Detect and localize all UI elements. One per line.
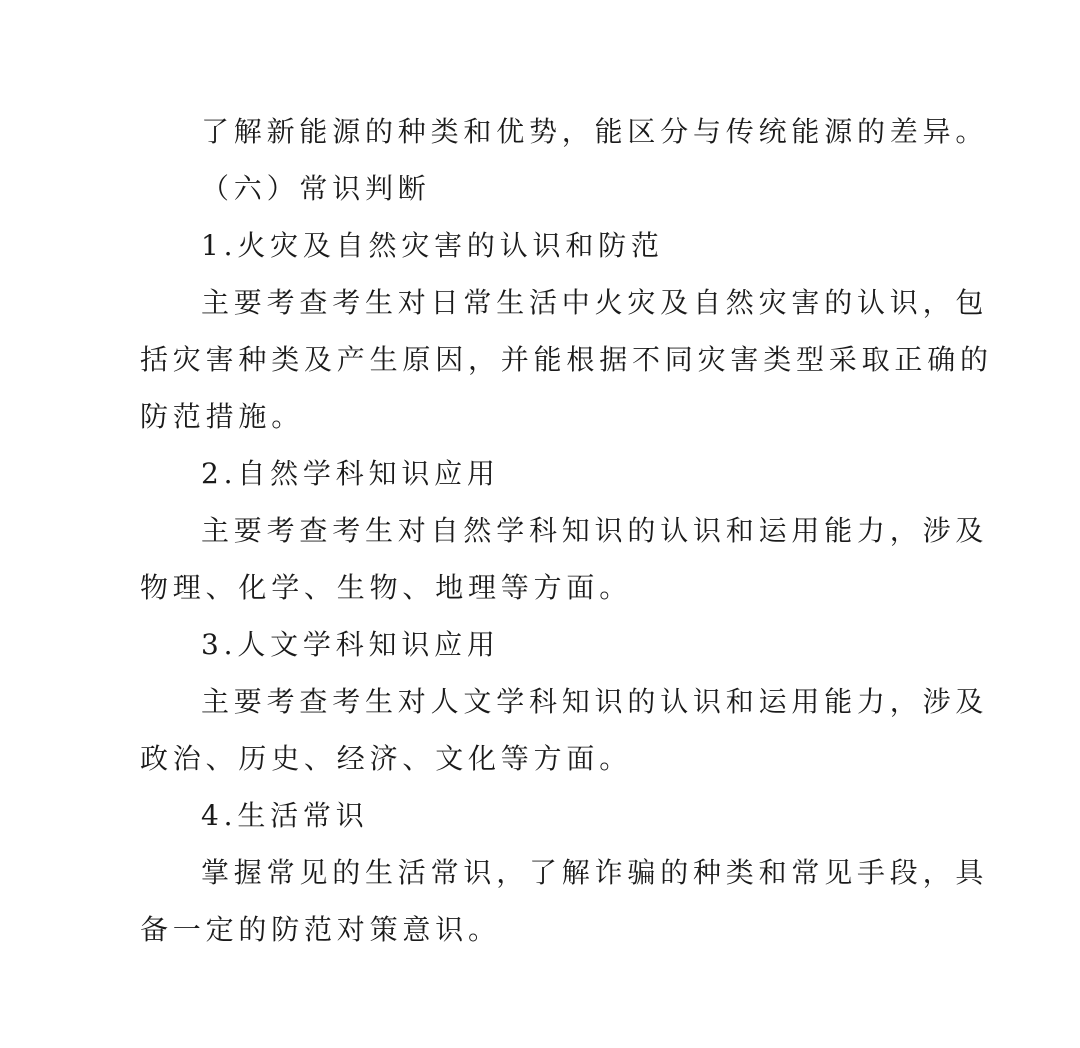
paragraph-line: 防范措施。 [140, 400, 305, 433]
paragraph-line: 主要考查考生对人文学科知识的认识和运用能力，涉及 [201, 685, 989, 718]
section-heading: （六）常识判断 [201, 172, 431, 205]
subsection-heading: 2.自然学科知识应用 [201, 457, 500, 490]
paragraph-line: 了解新能源的种类和优势，能区分与传统能源的差异。 [201, 115, 989, 148]
subsection-heading: 3.人文学科知识应用 [201, 628, 500, 661]
paragraph-line: 括灾害种类及产生原因，并能根据不同灾害类型采取正确的 [140, 343, 993, 376]
paragraph-line: 物理、化学、生物、地理等方面。 [140, 571, 633, 604]
document-body [140, 103, 993, 958]
paragraph-line: 主要考查考生对自然学科知识的认识和运用能力，涉及 [201, 514, 989, 547]
subsection-heading: 4.生活常识 [201, 799, 369, 832]
paragraph-line: 政治、历史、经济、文化等方面。 [140, 742, 633, 775]
paragraph-line: 掌握常见的生活常识，了解诈骗的种类和常见手段，具 [201, 856, 989, 889]
paragraph-line: 主要考查考生对日常生活中火灾及自然灾害的认识，包 [201, 286, 989, 319]
subsection-heading: 1.火灾及自然灾害的认识和防范 [201, 229, 664, 262]
paragraph-line: 备一定的防范对策意识。 [140, 913, 501, 946]
